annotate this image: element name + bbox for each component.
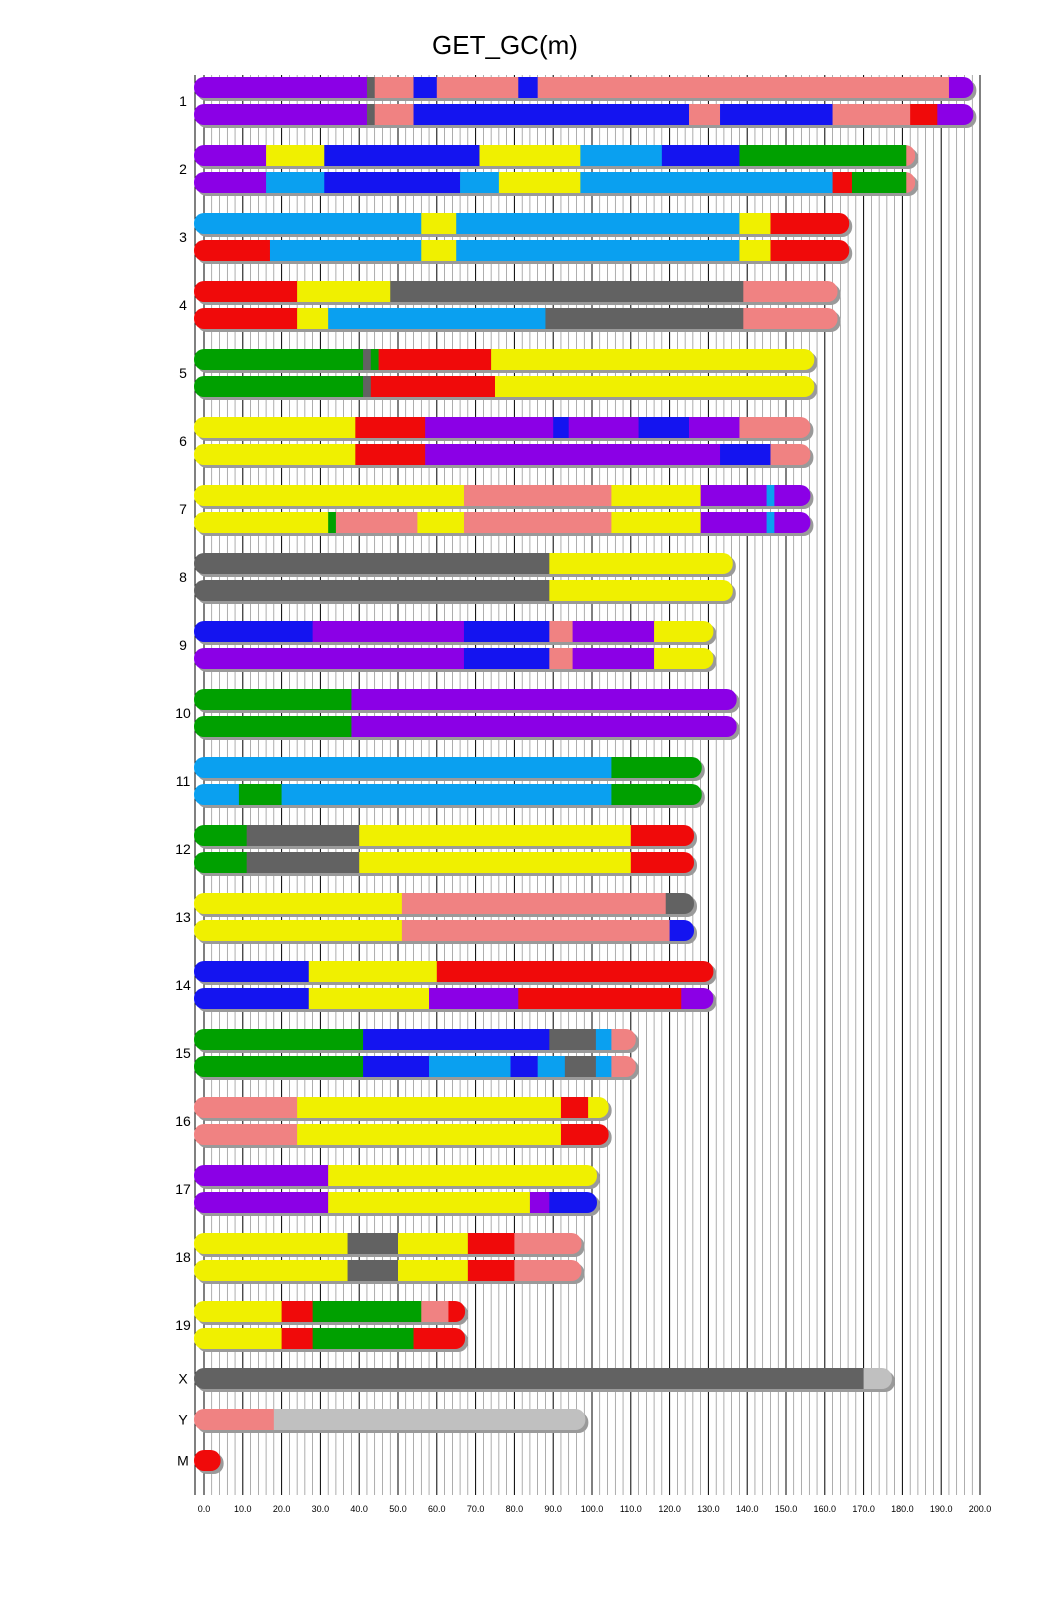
segment-red [770,240,849,261]
segment-purple [569,417,639,438]
segment-lightblue [282,784,612,805]
segment-yellow [194,1328,282,1349]
chromosome-bar [194,852,694,873]
segment-gray [549,1029,596,1050]
segment-purple [194,104,367,125]
chromosome-bar [194,1450,221,1471]
segment-purple [425,444,720,465]
segment-green [313,1301,422,1322]
segment-yellow [739,213,770,234]
segment-lightgray [274,1409,586,1430]
segment-lightblue [429,1056,511,1077]
segment-blue [670,920,695,941]
chromosome-bar [194,553,733,574]
segment-gray [194,553,550,574]
segment-pink [611,1056,636,1077]
segment-red [414,1328,466,1349]
chromosome-label: X [178,1370,188,1387]
segment-green [194,376,363,397]
segment-green [371,349,379,370]
chromosome-label: 8 [179,569,187,585]
segment-yellow [194,444,356,465]
segment-lightgray [864,1368,893,1389]
segment-lightblue [767,485,775,506]
segment-pink [437,77,519,98]
x-tick-label: 100.0 [580,1504,604,1514]
chromosome-bar [194,1192,597,1213]
segment-green [328,512,336,533]
segment-red [770,213,849,234]
segment-pink [743,281,838,302]
x-tick-label: 60.0 [428,1504,446,1514]
segment-pink [194,1124,297,1145]
chromosome-bar [194,1056,636,1077]
segment-red [833,172,853,193]
segment-pink [194,1097,297,1118]
segment-purple [530,1192,550,1213]
chromosome-bar [194,376,815,397]
segment-yellow [194,1260,348,1281]
segment-yellow [549,553,733,574]
segment-red [468,1233,515,1254]
segment-blue [414,77,438,98]
segment-yellow [194,1301,282,1322]
segment-purple [194,145,266,166]
segment-pink [743,308,838,329]
chromosome-bar [194,893,694,914]
chromosome-label: 17 [175,1181,191,1197]
chromosome-label: 6 [179,433,187,449]
segment-green [239,784,282,805]
x-tick-label: 40.0 [350,1504,368,1514]
segment-pink [833,104,911,125]
x-tick-label: 140.0 [735,1504,759,1514]
segment-lightblue [580,172,833,193]
segment-yellow [499,172,581,193]
segment-purple [194,1192,328,1213]
segment-pink [402,920,670,941]
chromosome-label: 18 [175,1249,191,1265]
segment-lightblue [194,213,422,234]
segment-yellow [421,213,456,234]
segment-gray [194,1368,864,1389]
segment-purple [573,621,655,642]
segment-purple [313,621,465,642]
segment-lightblue [596,1029,612,1050]
chromosome-bar [194,172,915,193]
segment-yellow [194,1233,348,1254]
segment-yellow [588,1097,609,1118]
segment-red [561,1097,588,1118]
segment-blue [464,648,550,669]
chromosome-bar [194,145,915,166]
chromosome-bar [194,648,714,669]
segment-pink [514,1233,581,1254]
segment-red [631,825,695,846]
segment-gray [565,1056,596,1077]
segment-purple [701,512,767,533]
segment-blue [464,621,550,642]
chromosome-bar [194,621,714,642]
segment-red [468,1260,515,1281]
segment-lightblue [270,240,422,261]
segment-blue [324,145,480,166]
segment-red [194,240,270,261]
segment-yellow [194,512,328,533]
chromosome-bar [194,240,850,261]
segment-purple [194,77,367,98]
segment-pink [538,77,950,98]
segment-blue [518,77,538,98]
segment-blue [324,172,460,193]
segment-lightblue [266,172,325,193]
segment-purple [194,648,464,669]
segment-blue [363,1029,550,1050]
segment-red [194,308,297,329]
segment-green [194,349,363,370]
x-tick-label: 20.0 [272,1504,291,1514]
chromosome-bar [194,988,714,1009]
chromosome-bar [194,1124,609,1145]
segment-yellow [491,349,814,370]
segment-purple [689,417,740,438]
segment-yellow [328,1165,597,1186]
chromosome-label: Y [178,1411,188,1428]
segment-red [355,444,425,465]
x-tick-label: 170.0 [852,1504,875,1514]
chromosome-label: 1 [179,93,187,109]
segment-gray [545,308,743,329]
segment-green [852,172,907,193]
chromosome-bar [194,920,694,941]
x-tick-label: 150.0 [774,1504,798,1514]
segment-lightblue [538,1056,565,1077]
x-tick-label: 110.0 [619,1504,642,1514]
segment-lightblue [328,308,546,329]
segment-yellow [266,145,325,166]
chromosome-bar [194,1328,465,1349]
segment-red [194,281,297,302]
segment-yellow [479,145,580,166]
chromosome-bar [194,716,737,737]
segment-gray [367,104,375,125]
segment-lightblue [460,172,499,193]
chromosome-bar [194,1301,465,1322]
segment-yellow [549,580,733,601]
segment-purple [573,648,655,669]
segment-yellow [194,485,464,506]
segment-gray [666,893,695,914]
segment-gray [194,580,550,601]
segment-yellow [194,920,402,941]
chromosome-label: 15 [175,1045,191,1061]
segment-pink [689,104,720,125]
chromosome-label: 12 [175,841,191,857]
x-tick-label: 180.0 [891,1504,914,1514]
chromosome-bar [194,213,850,234]
chromosome-bar [194,961,714,982]
segment-yellow [297,308,328,329]
chromosome-label: 2 [179,161,187,177]
segment-green [739,145,906,166]
segment-yellow [417,512,464,533]
segment-purple [701,485,767,506]
chromosome-bar [194,1409,586,1430]
segment-purple [194,172,266,193]
chromosome-label: 9 [179,637,187,653]
segment-pink [336,512,418,533]
segment-red [282,1328,313,1349]
chromosome-label: 10 [175,705,191,721]
chromosome-bar [194,1097,609,1118]
segment-pink [402,893,666,914]
segment-green [611,757,702,778]
chromosome-bar [194,580,733,601]
segment-green [194,1056,363,1077]
segment-yellow [194,417,356,438]
segment-green [194,825,247,846]
segment-gray [363,349,371,370]
chromosome-label: 11 [175,773,191,789]
chromosome-bar [194,784,702,805]
segment-blue [194,988,309,1009]
segment-yellow [739,240,770,261]
chromosome-label: 13 [175,909,191,925]
chromosome-bar [194,444,811,465]
segment-yellow [611,485,701,506]
segment-pink [514,1260,581,1281]
x-tick-label: 190.0 [929,1504,953,1514]
chromosome-bar [194,485,811,506]
segment-pink [464,485,612,506]
chromosome-bar [194,417,811,438]
segment-pink [770,444,810,465]
segment-purple [425,417,553,438]
segment-yellow [297,281,390,302]
chromosome-bar [194,281,838,302]
x-tick-label: 90.0 [544,1504,562,1514]
segment-blue [549,1192,597,1213]
segment-green [313,1328,414,1349]
chromosome-bar [194,308,838,329]
segment-purple [937,104,973,125]
segment-pink [549,621,573,642]
segment-red [631,852,695,873]
chromosome-label: 4 [179,297,187,313]
segment-yellow [421,240,456,261]
segment-yellow [297,1124,561,1145]
segment-green [194,689,352,710]
segment-green [194,716,352,737]
segment-lightblue [194,757,612,778]
segment-yellow [654,648,714,669]
chromosome-bar [194,689,737,710]
chromosome-label: M [177,1452,189,1469]
segment-lightblue [580,145,662,166]
segment-pink [739,417,810,438]
segment-yellow [194,893,402,914]
segment-gray [247,852,360,873]
segment-red [437,961,714,982]
segment-blue [639,417,690,438]
segment-red [371,376,495,397]
segment-blue [511,1056,538,1077]
x-tick-label: 70.0 [466,1504,485,1514]
segment-blue [194,961,309,982]
chromosome-label: 14 [175,977,191,993]
chromosome-label: 16 [175,1113,191,1129]
segment-red [355,417,425,438]
chromosome-label: 7 [179,501,187,517]
x-tick-label: 30.0 [311,1504,330,1514]
x-tick-label: 130.0 [697,1504,720,1514]
segment-pink [194,1409,274,1430]
segment-lightblue [456,213,740,234]
chromosome-label: 19 [175,1317,191,1333]
segment-pink [464,512,612,533]
chromosome-bar [194,1260,582,1281]
segment-lightblue [194,784,239,805]
chromosome-bar [194,1368,892,1389]
segment-gray [247,825,360,846]
segment-yellow [359,852,631,873]
chromosome-bar [194,1029,636,1050]
x-tick-label: 10.0 [234,1504,252,1514]
segment-blue [414,104,690,125]
segment-lightblue [456,240,740,261]
segment-blue [194,621,313,642]
segment-lightblue [767,512,775,533]
segment-purple [774,512,810,533]
segment-red [561,1124,609,1145]
segment-yellow [611,512,701,533]
segment-purple [194,1165,328,1186]
segment-green [611,784,702,805]
chart-title: GET_GC(m) [432,30,578,60]
segment-purple [774,485,810,506]
segment-pink [375,77,414,98]
segment-blue [553,417,569,438]
segment-blue [662,145,740,166]
x-tick-label: 80.0 [505,1504,524,1514]
segment-red [379,349,492,370]
segment-red [194,1450,221,1471]
segment-yellow [309,961,437,982]
x-tick-label: 50.0 [389,1504,407,1514]
chromosome-label: 3 [179,229,187,245]
segment-lightblue [596,1056,612,1077]
segment-blue [720,104,833,125]
chromosome-bar [194,77,974,98]
segment-yellow [495,376,815,397]
segment-purple [949,77,974,98]
x-tick-label: 160.0 [813,1504,837,1514]
segment-yellow [297,1097,561,1118]
segment-purple [681,988,713,1009]
segment-red [518,988,681,1009]
segment-purple [351,689,737,710]
segment-red [282,1301,313,1322]
segment-yellow [309,988,430,1009]
segment-yellow [359,825,631,846]
segment-green [194,852,247,873]
x-tick-label: 0.0 [197,1504,211,1514]
segment-red [910,104,937,125]
segment-yellow [398,1233,468,1254]
segment-pink [611,1029,636,1050]
segment-purple [429,988,519,1009]
segment-blue [363,1056,429,1077]
x-tick-label: 200.0 [968,1504,992,1514]
segment-pink [421,1301,448,1322]
segment-gray [367,77,375,98]
segment-gray [348,1260,399,1281]
chromosome-bar [194,1165,597,1186]
segment-yellow [328,1192,530,1213]
chromosome-label: 5 [179,365,187,381]
chromosome-bar [194,512,811,533]
chromosome-bar [194,1233,582,1254]
segment-gray [348,1233,399,1254]
chromosome-bar [194,757,702,778]
segment-yellow [398,1260,468,1281]
chromosome-bar [194,825,694,846]
segment-purple [351,716,737,737]
segment-pink [549,648,573,669]
chromosome-bar [194,349,815,370]
segment-green [194,1029,363,1050]
segment-pink [375,104,414,125]
x-tick-label: 120.0 [658,1504,681,1514]
chromosome-bar [194,104,974,125]
segment-gray [390,281,743,302]
segment-yellow [654,621,714,642]
segment-blue [720,444,771,465]
segment-gray [363,376,371,397]
